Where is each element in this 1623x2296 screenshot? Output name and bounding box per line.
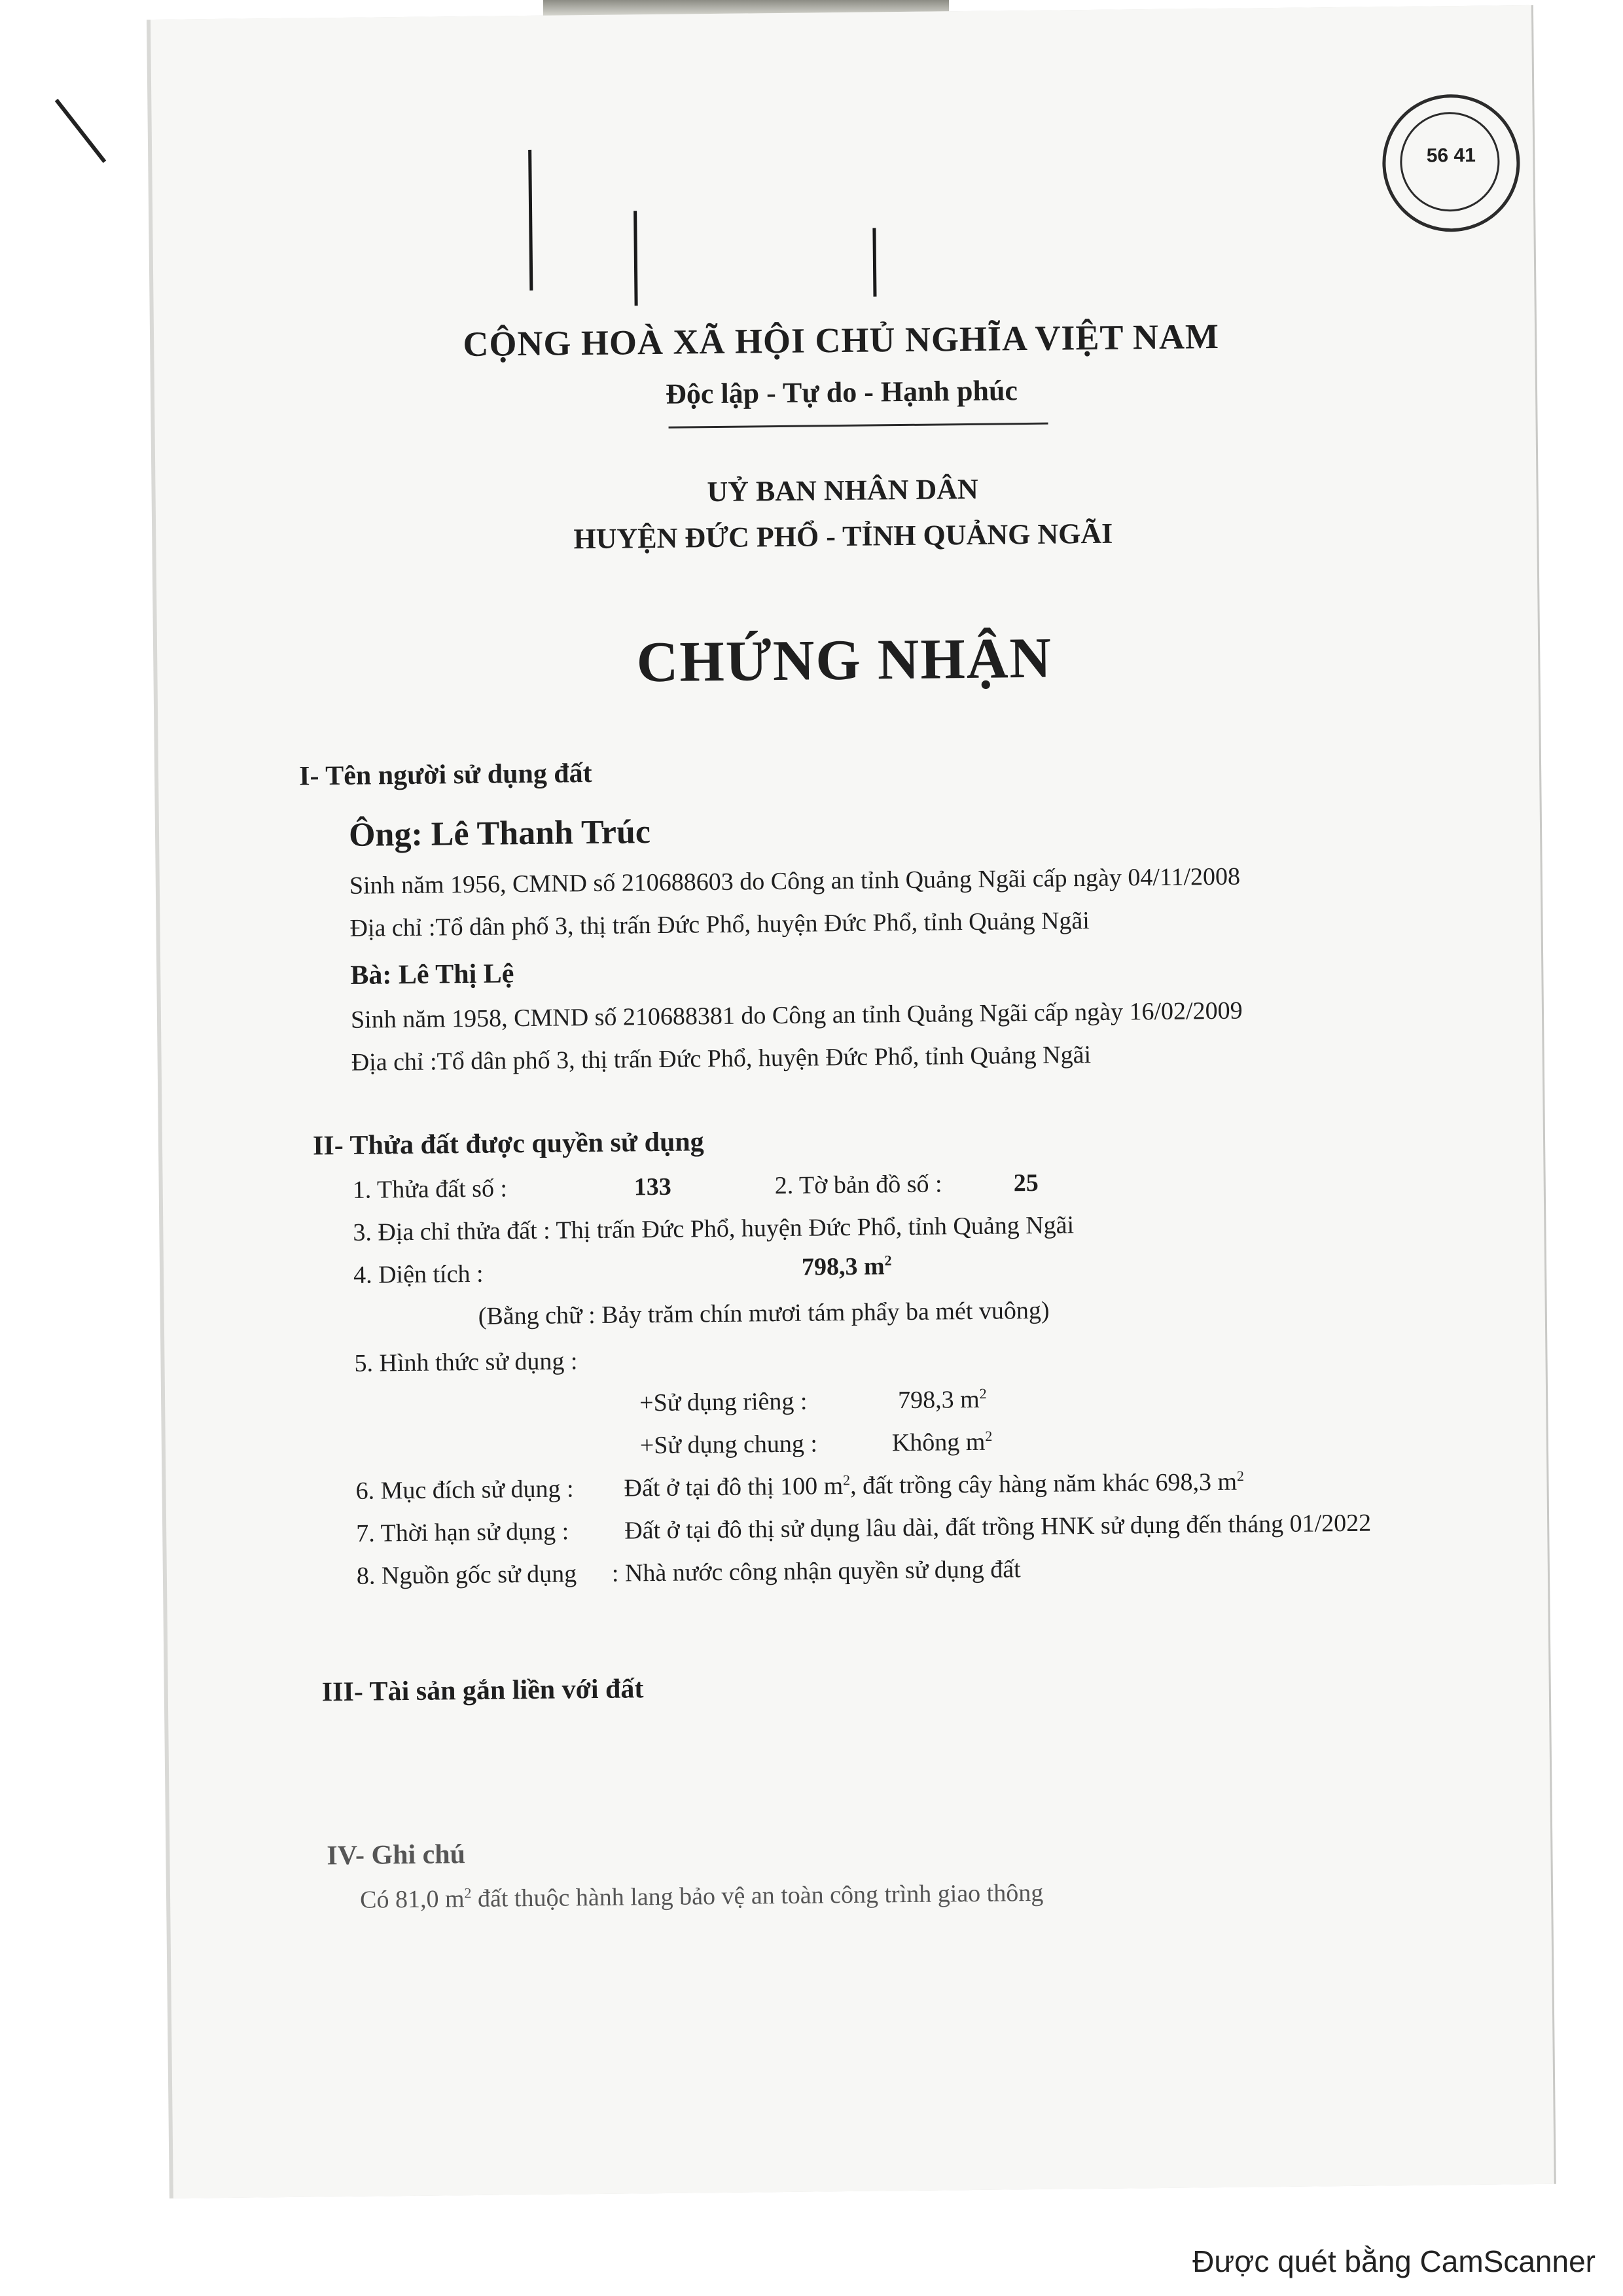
section-3-heading: III- Tài sản gắn liền với đất <box>321 1674 644 1708</box>
private-use-superscript: 2 <box>979 1385 987 1402</box>
pen-stroke <box>528 150 533 291</box>
private-use-number: 798,3 m <box>897 1385 980 1415</box>
owner-2-name: Bà: Lê Thị Lệ <box>350 959 514 991</box>
stamp-seal <box>1382 94 1520 232</box>
note-superscript: 2 <box>464 1884 472 1901</box>
area-number: 798,3 m <box>801 1252 885 1281</box>
term-value: Đất ở tại đô thị sử dụng lâu dài, đất trồng HNK sử dụng đến tháng 01/2022 <box>624 1509 1372 1545</box>
owner-2-birth: Sinh năm 1958, CMND số 210688381 do Công an tỉnh Quảng Ngãi cấp ngày 16/02/2009 <box>350 997 1243 1034</box>
area-in-words: (Bằng chữ : Bảy trăm chín mươi tám phẩy ba mét vuông) <box>478 1296 1050 1330</box>
certificate-title: CHỨNG NHẬN <box>636 626 1053 695</box>
stamp-seal-number: 56 41 <box>1426 144 1476 167</box>
private-use-value <box>898 1385 987 1415</box>
owner-2-address: Địa chỉ :Tổ dân phố 3, thị trấn Đức Phổ, huyện Đức Phổ, tỉnh Quảng Ngãi <box>351 1041 1092 1076</box>
note-text <box>360 1879 1044 1915</box>
camscanner-footer: Được quét bằng CamScanner <box>1192 2244 1596 2278</box>
note-text-b: đất thuộc hành lang bảo vệ an toàn công trình giao thông <box>471 1879 1044 1913</box>
purpose-label: 6. Mục đích sử dụng : <box>355 1475 574 1505</box>
note-text-a: Có 81,0 m <box>359 1885 465 1914</box>
area-label: 4. Diện tích : <box>353 1260 484 1289</box>
purpose-superscript-b: 2 <box>1236 1467 1245 1485</box>
motto: Độc lập - Tự do - Hạnh phúc <box>665 374 1018 410</box>
shared-use-text: Không m <box>891 1428 986 1457</box>
section-2-heading: II- Thửa đất được quyền sử dụng <box>312 1127 704 1161</box>
owner-1-address: Địa chỉ :Tổ dân phố 3, thị trấn Đức Phổ, huyện Đức Phổ, tỉnh Quảng Ngãi <box>349 907 1090 942</box>
origin-value: : Nhà nước công nhận quyền sử dụng đất <box>611 1555 1021 1587</box>
owner-1-name: Ông: Lê Thanh Trúc <box>348 813 651 854</box>
certificate-page <box>151 5 1556 2199</box>
area-superscript: 2 <box>884 1252 892 1269</box>
owner-1-birth: Sinh năm 1956, CMND số 210688603 do Công an tỉnh Quảng Ngãi cấp ngày 04/11/2008 <box>349 862 1241 900</box>
private-use-label: +Sử dụng riêng : <box>639 1387 808 1417</box>
shared-use-value <box>892 1428 993 1458</box>
pen-mark <box>55 99 107 163</box>
usage-form-label: 5. Hình thức sử dụng : <box>354 1347 578 1377</box>
locality-heading: HUYỆN ĐỨC PHỔ - TỈNH QUẢNG NGÃI <box>573 517 1113 556</box>
parcel-address: 3. Địa chỉ thửa đất : Thị trấn Đức Phổ, huyện Đức Phổ, tỉnh Quảng Ngãi <box>353 1211 1075 1246</box>
map-sheet-value: 25 <box>1013 1169 1039 1197</box>
purpose-value-b: , đất trồng cây hàng năm khác 698,3 m <box>849 1468 1238 1500</box>
map-sheet-label: 2. Tờ bản đồ số : <box>774 1170 942 1200</box>
shared-use-label: +Sử dụng chung : <box>639 1430 818 1460</box>
purpose-value-a: Đất ở tại đô thị 100 m <box>624 1472 844 1502</box>
authority-heading: UỶ BAN NHÂN DÂN <box>707 472 978 508</box>
pen-stroke <box>633 211 638 306</box>
origin-label: 8. Nguồn gốc sử dụng <box>356 1560 577 1590</box>
purpose-superscript-a: 2 <box>842 1472 851 1489</box>
pen-stroke <box>872 228 876 296</box>
section-1-heading: I- Tên người sử dụng đất <box>298 758 592 792</box>
term-label: 7. Thời hạn sử dụng : <box>356 1517 569 1547</box>
section-4-heading: IV- Ghi chú <box>327 1839 466 1871</box>
parcel-number-label: 1. Thửa đất số : <box>352 1174 508 1204</box>
shared-use-superscript: 2 <box>985 1427 993 1445</box>
purpose-value <box>624 1468 1244 1503</box>
area-value <box>802 1252 892 1281</box>
nation-heading: CỘNG HOÀ XÃ HỘI CHỦ NGHĨA VIỆT NAM <box>463 316 1220 364</box>
parcel-number-value: 133 <box>633 1173 671 1201</box>
motto-underline <box>669 423 1048 429</box>
